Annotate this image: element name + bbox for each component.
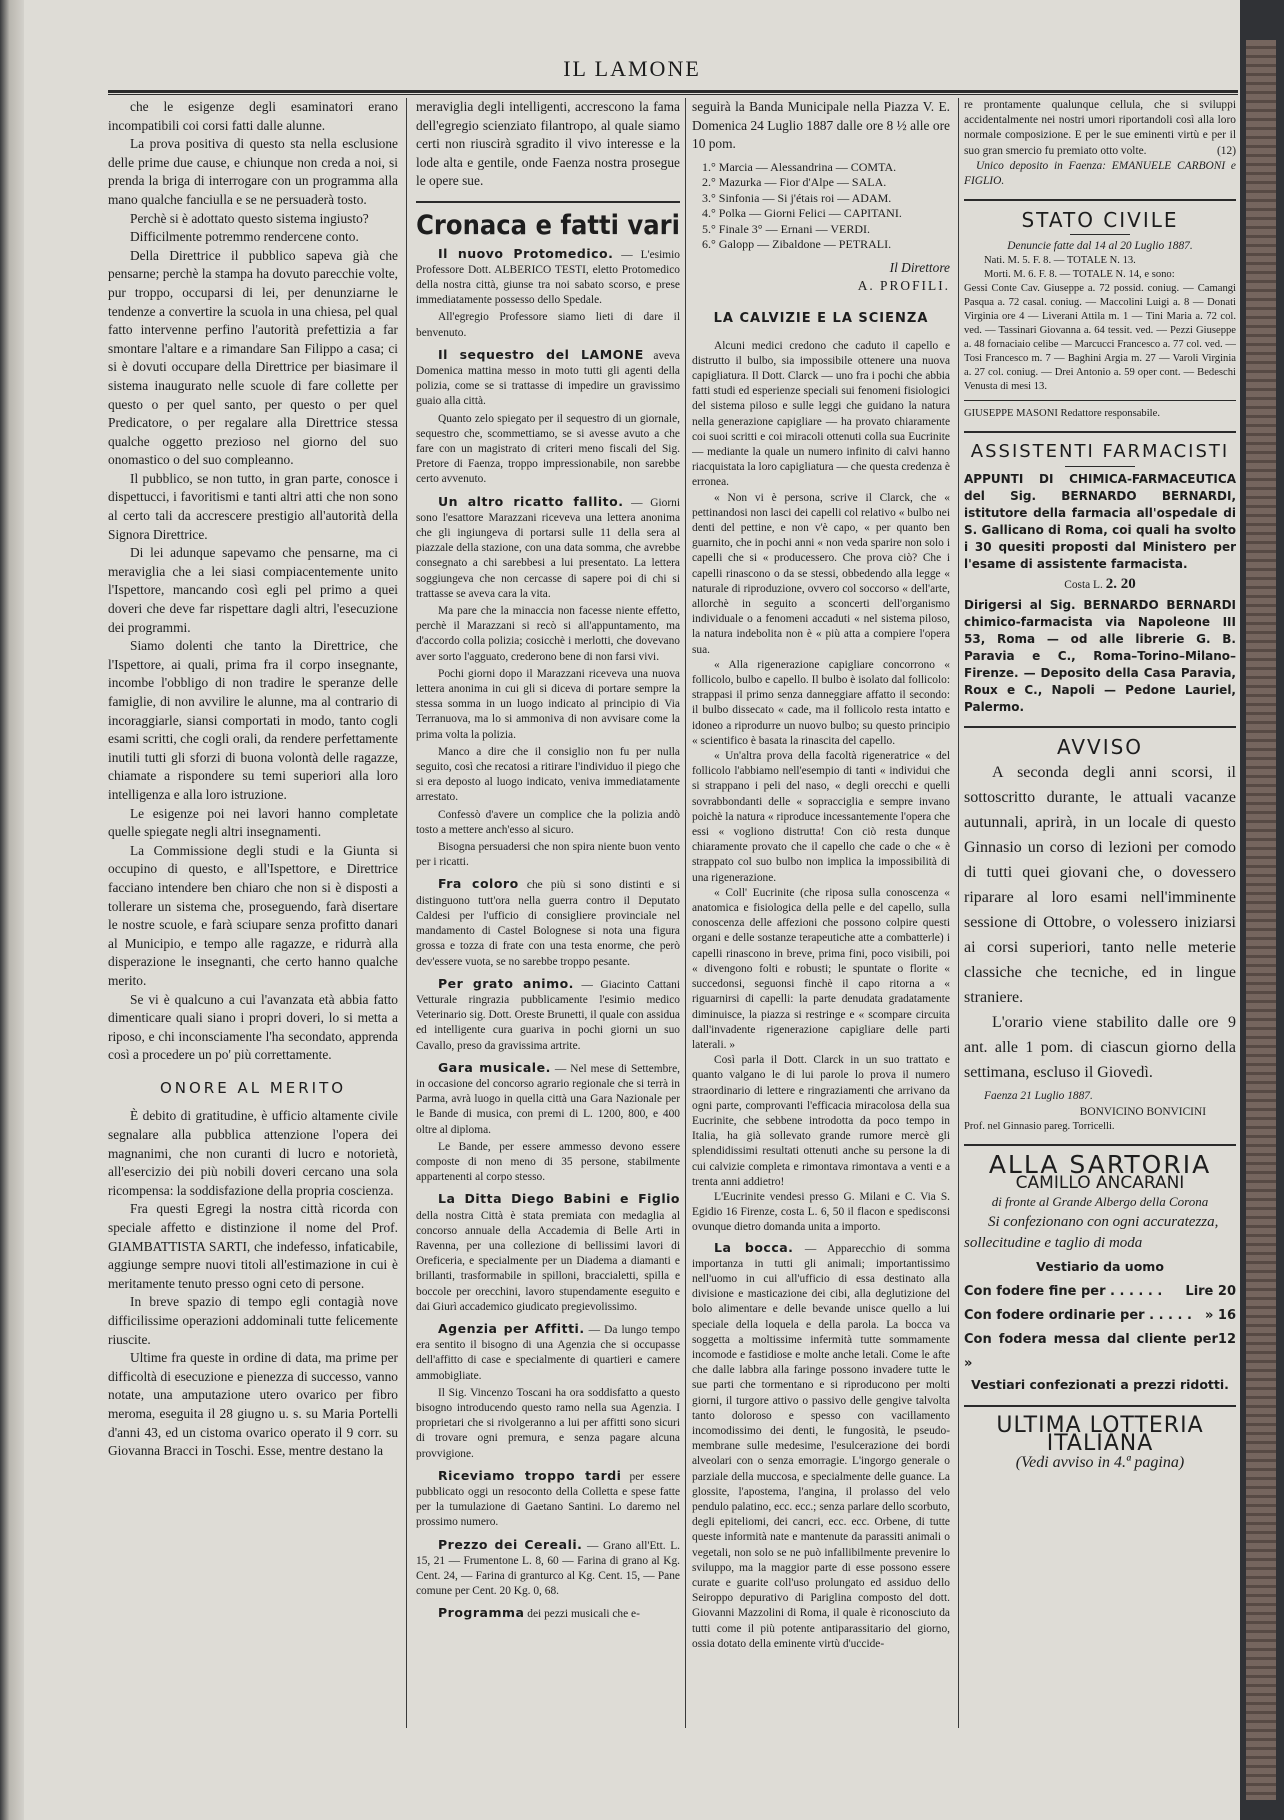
paragraph: Le esigenze poi nei lavori hanno completate quelle spiegate negli altri insegnamenti. xyxy=(108,805,398,840)
cronaca-item xyxy=(416,806,680,838)
rule xyxy=(964,199,1236,201)
cronaca-item-heading: Agenzia per Affitti. xyxy=(438,1320,585,1336)
cronaca-item-heading: Per grato animo. xyxy=(438,975,574,991)
costa-line xyxy=(964,577,1236,593)
bocca-paragraph xyxy=(692,1240,950,1652)
cronaca-item-text: Le Bande, per essere ammesso devono essere composte di non meno di 35 persone, stabilmente appartenenti al corpo stesso. xyxy=(416,1140,680,1184)
paragraph: Perchè si è adottato questo sistema ingiusto? xyxy=(130,210,369,226)
short-rule xyxy=(1070,234,1130,235)
sartoria-name: CAMILLO ANCARANI xyxy=(1015,1173,1185,1194)
bocca-text: — Apparecchio di somma importanza in tutti gli animali; importantissimo nell'uomo in cui all'ufficio di essa destinato alla divisione e masticazione dei cibi, alla deglutizione del bolo alimentare e delle bevande unisce quello a lui speciale della loquela e della parola. La bocca va soggetta a moltissime infermità tutte sommamente incomode e fastidiose e molte anche letali. Come le afte che dalle labbra alla faringe possono invadere tutte le sue parti che tormentano e si riproducono per molti giorni, il turgore attivo o passivo delle gengive talvolta tanto doloroso e spesso con vacillamento incomodissimo dei denti, le fungosità, le pseudo-membrane sulle medesime, l'esulcerazione dei bordi alveolari con o senza emorragie. L'ingorgo generale o parziale della muccosa, e specialmente delle guance. La glossite, l'apostema, l'angina, il prolasso del velo pendulo palatino, ecc. ecc.; senza parlare dello scorbuto, degli epiteliomi, dei cancri, ecc. ecc. Orbene, di tutte queste informità nate e mantenute da parassiti animali o vegetali, non solo se ne può infallibilmente prevenire lo sviluppo, ma la maggior parte di esse possono essere curate e guarite coll'uso prolungato ed assiduo dello Seiroppo depurativo di Pariglina composto del dott. Giovanni Mazzolini di Roma, il quale è riconosciuto da tutti come il più potente antiparassitario del giorno, ossia dotato della eminente virtù d'uccide- xyxy=(692,1242,950,1650)
cronaca-item xyxy=(416,347,680,410)
cronaca-item-text: — Da lungo tempo era sentito il bisogno di una Agenzia che si occupasse dell'affitto di case e specialmente di quartieri e camere ammobigliate. xyxy=(416,1323,680,1382)
cronaca-item-text: dei pezzi musicali che e- xyxy=(524,1608,640,1621)
cronaca-item-heading: Riceviamo troppo tardi xyxy=(438,1467,622,1483)
cronaca-item xyxy=(416,876,680,969)
cronaca-item xyxy=(416,1468,680,1531)
rule xyxy=(964,726,1236,728)
cronaca-item xyxy=(416,410,680,488)
paragraph: In breve spazio di tempo egli contagià nove difficilissime operazioni addominali tutte felicemente riuscite. xyxy=(108,1294,398,1347)
paragraph: È debito di gratitudine, è ufficio altamente civile segnalare alla pubblica attenzione l'opera dei magnanimi, che non curanti di lucro e notorietà, all'esercizio dei più nobili doveri cercano una sola ricompensa: la soddisfazione della propria coscienza. xyxy=(108,1108,398,1198)
cronaca-item-heading: Un altro ricatto fallito. xyxy=(438,493,624,509)
paragraph: Della Direttrice il pubblico sapeva già che pensarne; perchè la stampa ha dovuto parecchie volte, pur troppo, occuparsi di lei, per denunziarne le tendenze a convertire la scuola in una chiesa, pel qual fatto intervenne perfino l'autorità prefettizia a far smontare l'altare e a rimandare San Filippo a casa; ci si è dovuti occupare della Direttrice per biasimare il sistema inaugurato nelle scuole di fare collette per questo o per quel santo, per questo o per quel Predicatore, o per regalare alla Direttrice stessa qualche oggetto prezioso nel giorno del suo onomastico o del suo compleanno. xyxy=(108,247,398,468)
cronaca-item-heading: Programma xyxy=(438,1605,525,1621)
paragraph: « Non vi è persona, scrive il Clarck, che « pettinandosi non lasci dei capelli col relativo « bulbo nei denti del pettine, e non v'è capo, « per quanto ben guarnito, che in pochi anni « non veda sparire non solo i capelli che si « producessero. Che prova ciò? Che i capelli rinascono o da se stessi, obbedendo alla legge « naturale di riproduzione, ovvero col soccorso « dell'arte, allorchè in seguito a sconcerti dell'organismo individuale o a fenomeni accaduti « nel sistema piloso, la natura indebolita non è « più atta a compiere l'opera sua. xyxy=(692,491,950,656)
paragraph: Fra questi Egregi la nostra città ricorda con speciale affetto e distinzione il nome del Prof. GIAMBATTISTA SARTI, che indefesso, infaticabile, aggiunge sempre nuovi titoli all'estimazione in cui è meritamente tenuto presso ogni ceto di persone. xyxy=(108,1201,398,1291)
price-label: Con fodere fine per . . . . . . xyxy=(964,1284,1163,1300)
cronaca-item-text: All'egregio Professore siamo lieti di dare il benvenuto. xyxy=(416,311,680,339)
cronaca-item-text: che più si sono distinti e si distinguono tutt'ora nella guerra contro il Deputato Caldesi per l'ufficio di consigliere provinciale nel mandamento di Castel Bolognese si nota una figura grossa e tozza di frate con una testa enorme, che però dev'essere vuota, se no sarebbe troppo pesante. xyxy=(416,879,680,968)
cronaca-item-text: — Nel mese di Settembre, in occasione del concorso agrario regionale che si terrà in Parma, avrà luogo in quella città una Gara Nazionale per le Bande di musica, con premi di L. 1200, 800, e 400 oltre al diploma. xyxy=(416,1062,680,1136)
deposito-line: Unico deposito in Faenza: EMANUELE CARBONI e FIGLIO. xyxy=(964,159,1236,188)
cronaca-item-text: Manco a dire che il consiglio non fu per nulla seguito, così che recatosi a ritirare l'individuo il piego che si era deposto al luogo indicato, veniva immediatamente arrestato. xyxy=(416,745,680,804)
header-rule xyxy=(108,90,1238,93)
cronaca-item xyxy=(416,1384,680,1462)
costa-value: 2. 20 xyxy=(1105,575,1136,592)
program-item: 5.° Finale 3° — Ernani — VERDI. xyxy=(702,221,871,236)
short-rule xyxy=(1065,466,1135,467)
paragraph: Così parla il Dott. Clarck in un suo trattato e quanto valgano le di lui parole lo prova il numero straordinario di lettere e ringraziamenti che arrivano da ogni parte, comprovanti l'efficacia miracolosa della sua Eucrinite, che sebbene introdotta da poco tempo in Italia, ha già sollevato grande rumore mercè gli splendidissimi resultati ottenuti anche su persone la di cui calvizie completa e rimontava rimontava a venti e a trenta anni addietro! xyxy=(692,1054,950,1188)
cronaca-item-text: Pochi giorni dopo il Marazzani riceveva una nuova lettera anonima in cui gli si diceva di portare sempre la stessa somma in un luogo indicato al principio di Via Terranuova, ma lo si ammoniva di non avvisare come la prima volta la polizia. xyxy=(416,667,680,741)
cronaca-item-heading: Gara musicale. xyxy=(438,1059,551,1075)
onore-heading: ONORE AL MERITO xyxy=(159,1078,347,1097)
cronaca-item xyxy=(416,494,680,602)
cronaca-item-text: Bisogna persuadersi che non spira niente buon vento per i ricatti. xyxy=(416,841,680,869)
price-row xyxy=(964,1304,1236,1328)
col4-top-text: re prontamente qualunque cellula, che si sviluppi accidentalmente nei nostri umori riportandoli così alla loro normale composizione. E per le sue eminenti virtù e per il suo gran smercio fu premiato otto volte. xyxy=(964,99,1236,157)
rule xyxy=(964,400,1236,401)
cronaca-item xyxy=(416,246,680,309)
column-separator xyxy=(406,98,407,1728)
program-item: 1.° Marcia — Alessandrina — COMTA. xyxy=(702,159,897,174)
cronaca-item-text: per essere pubblicato oggi un resoconto della Colletta e spese fatte per la tumulazione di Gaetano Santini. Lo daremo nel prossimo numero. xyxy=(416,1470,680,1529)
cronaca-item xyxy=(416,308,680,340)
avviso-paragraphs xyxy=(964,760,1236,1085)
director-label: Il Direttore xyxy=(889,259,950,275)
lotteria-sub: (Vedi avviso in 4.ª pagina) xyxy=(1015,1453,1185,1471)
cronaca-item-text: Quanto zelo spiegato per il sequestro di un giornale, sequestro che, scommettiamo, se si avesse avuto a che fare con un magistrato di criteri meno fiscali del Sig. Pretore di Faenza, troppo impressionabile, non sarebbe certo avvenuto. xyxy=(416,412,680,486)
column-3 xyxy=(692,98,950,1728)
onore-paragraphs xyxy=(108,1107,398,1460)
cronaca-item-text: — Grano all'Ett. L. 15, 21 — Frumentone L. 8, 60 — Farina di grano al Kg. Cent. 24, — Farina di granturco al Kg. Cent. 15, — Pane comune per Cent. 20 Kg. 0, 68. xyxy=(416,1539,680,1598)
paragraph: Il pubblico, se non tutto, in gran parte, conosce i dispettucci, i favoritismi e tanti altri atti che non sono al certo tali da accrescere prestigio all'autorità della Signora Direttrice. xyxy=(108,470,398,542)
column-separator xyxy=(958,98,959,1728)
cronaca-item xyxy=(416,1191,680,1315)
cronaca-item xyxy=(416,743,680,806)
avviso-heading: AVVISO xyxy=(1056,734,1144,759)
paragraph: La Commissione degli studi e la Giunta si occupino di questo, e all'Ispettore, e Direttrice facciano intendere ben chiaro che non si è disposti a tollerare un sistema che, proseguendo, farà disertare le nostre scuole, e farà sciupare senza profitto danari al Municipio, e tempo alle ragazze, e ridurrà alla disperazione le insegnanti, che certo hanno qualche merito. xyxy=(108,842,398,988)
program-item: 6.° Galopp — Zibaldone — PETRALI. xyxy=(702,237,892,252)
director-name: A. PROFILI. xyxy=(857,278,950,294)
cronaca-item-text: — L'esimio Professore Dott. ALBERICO TESTI, eletto Protomedico della nostra città, giunse tra noi sabato scorso, e prese immediatamente possesso dello Spedale. xyxy=(416,248,680,307)
cronaca-item xyxy=(416,1605,680,1622)
col4-top-num: (12) xyxy=(1217,144,1236,157)
price-label: Con fodera messa dal cliente per » xyxy=(964,1332,1218,1372)
paragraph: Alcuni medici credono che caduto il capello e distrutto il bulbo, sia impossibile ottenere una nuova capigliatura. Il Dott. Clarck — uno fra i pochi che abbia fatti studi ed esperienze speciali sui fenomeni fisiologici del sistema piloso e sulle leggi che guidano la natura nella generazione capigliare — ha provato chiaramente coi suoi scritti e coi miracoli ottenuti colla sua Eucrinite — mediante la quale un numero infinito di calvi hanno riacquistata la loro capigliatura — che questa credenza è erronea. xyxy=(692,339,950,489)
cronaca-item-heading: Il sequestro del LAMONE xyxy=(438,346,644,362)
paragraph: Ultime fra queste in ordine di data, ma prime per difficoltà di esecuzione e pienezza di successo, vanno notate, una amputazione utero ovarico per fibro meroma, eseguita il 28 giugno u. s. su Maria Portelli d'anni 43, ed un cistoma ovarico operato il 9 corr. su Giovanna Bracci in Toschi. Esse, mentre destano la xyxy=(108,1350,398,1459)
vestiario-heading: Vestiario da uomo xyxy=(1036,1258,1164,1274)
bocca-heading: La bocca. xyxy=(714,1239,794,1255)
cronaca-item xyxy=(416,1321,680,1384)
program-item: 4.° Polka — Giorni Felici — CAPITANI. xyxy=(702,206,902,221)
paragraph: L'orario viene stabilito dalle ore 9 ant. alle 1 pom. di ciascun giorno della settimana, escluso il Giovedì. xyxy=(964,1014,1236,1082)
cronaca-item-heading: Fra coloro xyxy=(438,876,519,892)
cronaca-item xyxy=(416,1138,680,1186)
cronaca-item xyxy=(416,602,680,665)
paragraph: Se vi è qualcuno a cui l'avanzata età abbia fatto dimenticare quali siano i propri doveri, lo si metta a riposo, e chi inconsciamente l'ha secondato, apprenda così a procedere un po' più correttamente. xyxy=(108,991,398,1063)
paragraph: Di lei adunque sapevamo che pensarne, ma ci meraviglia che a lei siasi compiacentemente unito l'Ispettore, mancando così egli pel primo a quei doveri che deve far rispettare dagli altri, l'esecuzione dei programmi. xyxy=(108,545,398,635)
column-2 xyxy=(416,98,680,1728)
program-item: 2.° Mazurka — Fior d'Alpe — SALA. xyxy=(702,175,887,190)
sartoria-text: Si confezionano con ogni accuratezza, sollecitudine e taglio di moda xyxy=(964,1213,1219,1251)
col4-top xyxy=(964,98,1236,159)
rule xyxy=(964,1405,1236,1407)
paragraph: « Coll' Eucrinite (che riposa sulla conoscenza « anatomica e fisiologica della pelle e del capello, sulla conoscenza delle affezioni che possono colpire questi organi e delle sostanze terapeutiche atte a combatterle) i capelli rinascono in breve, prima fini, poco visibili, poi « divengono folti e robusti; le spuntate o florite « succedonsi, seguonsi finchè il capo ritorna a « riguarnirsi di capelli: la parte denudata gradatamente diminuisce, la piazza si restringe e « scompare circuita dall'invadente rigenerazione capigliare delle parti laterali. » xyxy=(692,886,950,1051)
morti-line: Morti. M. 6. F. 8. — TOTALE N. 14, e sono: xyxy=(984,269,1175,281)
cronaca-item-text: — Giacinto Cattani Vetturale ringrazia pubblicamente l'esimio medico Veterinario sig. Dott. Oreste Brunetti, il quale con assidua ed intelligente cura guariva in pochi giorni un suo Cavallo, preso da gravissima artrite. xyxy=(416,978,680,1052)
header-rule-thin xyxy=(108,94,1238,95)
column-1-paragraphs xyxy=(108,98,398,1065)
cronaca-item-text: Il Sig. Vincenzo Toscani ha ora soddisfatto a questo bisogno introducendo questo ramo nella sua Agenzia. I proprietari che si rivolgeranno a lui per affitti sono sicuri di trovare ogni premura, e senza pagare alcuna provvigione. xyxy=(416,1386,680,1460)
calvizie-heading: LA CALVIZIE E LA SCIENZA xyxy=(713,310,929,326)
left-page-edge xyxy=(0,0,24,1820)
vestiario-footer: Vestiari confezionati a prezzi ridotti. xyxy=(971,1377,1229,1393)
cronaca-item xyxy=(416,838,680,870)
column-separator xyxy=(685,98,686,1728)
cronaca-item-text: — Giorni sono l'esattore Marazzani riceveva una lettera anonima che gli ingiungeva di portarsi sulle 11 della sera al piazzale della stazione, con una data somma, che avrebbe consegnato a chi sarebbesi a lui presentato. La lettera soggiungeva che non cercasse di sapere poi di chi si trattasse se aveva cara la vita. xyxy=(416,496,680,600)
calvizie-paragraphs xyxy=(692,339,950,1236)
cronaca-item xyxy=(416,1060,680,1138)
column-1 xyxy=(108,98,398,1728)
farmacisti-heading: ASSISTENTI FARMACISTI xyxy=(970,441,1230,463)
price-value: » 16 xyxy=(1204,1308,1236,1324)
cronaca-items xyxy=(416,246,680,1623)
sartoria-heading: ALLA SARTORIA xyxy=(988,1149,1212,1179)
sartoria-location: di fronte al Grande Albergo della Corona xyxy=(991,1194,1209,1209)
cronaca-item-text: Confessò d'avere un complice che la polizia andò tosto a mettere anch'esso al sicuro. xyxy=(416,808,680,836)
paragraph: A seconda degli anni scorsi, il sottoscritto durante, le attuali vacanze autunnali, aprirà, in un locale di questo Ginnasio un corso di lezioni per comodo di tutti quei giovani che, o dovessero riparare al loro esami nell'imminente sessione di Ottobre, o volessero iniziarsi ai corsi superiori, tanto nelle meterie classiche che tecniche, ed in lingue straniere. xyxy=(964,764,1236,1007)
rule xyxy=(964,1144,1236,1146)
column-2-intro: meraviglia degli intelligenti, accrescono la fama dell'egregio scienziato filantropo, al quale siamo certi non riuscirà sgradito il vivo interesse e la lode alta e gentile, onde Faenza nostra prosegue le opere sue. xyxy=(416,99,680,189)
music-program xyxy=(702,160,950,253)
cronaca-item-text: aveva Domenica mattina messo in moto tutti gli agenti della polizia, come se si trattasse di impedire un gravissimo guaio alla città. xyxy=(416,349,680,408)
cronaca-item xyxy=(416,665,680,743)
cronaca-item-text: della nostra Città è stata premiata con medaglia al concorso annuale della Accademia di Belle Arti in Ravenna, per una collezione di bellissimi lavori di Oreficeria, e specialmente per un Diadema a diamanti e brillanti, trasformabile in spilloni, braccialetti, spilla e boccole per orecchini, lavoro stupendamente eseguito e dai Giurì accademico giudicato pregievolissimo. xyxy=(416,1209,680,1313)
avviso-date: Faenza 21 Luglio 1887. xyxy=(984,1090,1093,1103)
farmacisti-text: APPUNTI DI CHIMICA-FARMACEUTICA del Sig. BERNARDO BERNARDI, istitutore della farmacia all'ospedale di S. Gallicano di Roma, coi quali ha svolto i 30 quesiti proposti dal Ministero per l'esame di assistente farmacista. xyxy=(964,471,1236,571)
program-intro: seguirà la Banda Municipale nella Piazza V. E. Domenica 24 Luglio 1887 dalle ore 8 ½ alle ore 10 pom. xyxy=(692,99,950,152)
morti-list: Gessi Conte Cav. Giuseppe a. 72 possid. coniug. — Camangi Pasqua a. 72 casal. coniug. — Maccolini Luigi a. 8 — Donati Virginia ore 4 — Liverani Attila m. 1 — Tini Maria a. 72 col. ved. — Tassinari Giovanna a. 64 tessit. ved. — Pezzi Giuseppe a. 48 fornaciaio celibe — Marcucci Francesco a. 77 col. ved. — Tosi Francesco m. 7 — Baghini Argia m. 27 — Varoli Virginia a. 27 col. coniug. — Drei Antonio a. 59 oper cont. — Bedeschi Venusta di mesi 13. xyxy=(964,283,1236,393)
cronaca-item-heading: Il nuovo Protomedico. xyxy=(438,245,614,261)
column-4 xyxy=(964,98,1236,1728)
price-value: Lire 20 xyxy=(1185,1284,1236,1300)
avviso-signature: BONVICINO BONVICINI xyxy=(1079,1105,1206,1118)
newspaper-page xyxy=(24,0,1240,1820)
lotteria-heading: ULTIMA LOTTERIA ITALIANA xyxy=(996,1412,1204,1457)
cronaca-rule xyxy=(416,201,680,203)
price-label: Con fodere ordinarie per . . . . . xyxy=(964,1308,1192,1324)
binding-strip xyxy=(1246,40,1276,1800)
redattore-line: GIUSEPPE MASONI Redattore responsabile. xyxy=(964,408,1160,420)
rule xyxy=(964,431,1236,433)
paragraph: « Un'altra prova della facoltà rigeneratrice « del follicolo l'abbiamo nell'esempio di tanti « individui che si strappano i peli del naso, « degli orecchi e quelli sovrabbondanti delle « sopracciglia e sempre invano poichè la natura « riproduce incessantemente l'opera che essi « vogliono distrutta! Con ciò resta dunque chiaramente provato che il capello che cade o che « è strappato col suo bulbo non implica la impossibilità di una rigenerazione. xyxy=(692,750,950,884)
paragraph: Siamo dolenti che tanto la Direttrice, che l'Ispettore, ai quali, prima fra il corpo insegnante, incombe l'obbligo di non tradire le speranze delle famiglie, di non avvilire le alunne, ma al contrario di incoraggiarle, siansi comportati in modo, tanto cogli esami scritti, che cogli orali, da rendere perfettamente inutili tutti gli sforzi di buona volontà delle ragazze, chiamate a rispondere su temi superiori alla loro intelligenza e alla loro istruzione. xyxy=(108,638,398,802)
paragraph: La prova positiva di questo sta nella esclusione delle prime due cause, e chiunque non creda a noi, si prenda la briga di interrogare con un programma alla mano qualche fanciulla e se ne persuaderà tosto. xyxy=(108,136,398,207)
cronaca-item-text: Ma pare che la minaccia non facesse niente effetto, perchè il Marazzani si recò si all'appuntamento, ma d'accordo colla polizia; cosicchè i merlotti, che dovevano aver sorto l'agguato, crederono bene di non farsi vivi. xyxy=(416,605,680,663)
cronaca-heading: Cronaca e fatti vari xyxy=(416,209,680,241)
paragraph: che le esigenze degli esaminatori erano incompatibili coi corsi fatti dalle alunne. xyxy=(108,99,398,133)
price-row xyxy=(964,1280,1236,1304)
stato-civile-heading: STATO CIVILE xyxy=(1021,208,1179,233)
paragraph: L'Eucrinite vendesi presso G. Milani e C. Via S. Egidio 16 Firenze, costa L. 6, 50 il flacon e spedisconsi ovunque dietro domanda unita a importo. xyxy=(692,1190,950,1234)
cronaca-item-heading: Prezzo dei Cereali. xyxy=(438,1536,583,1552)
avviso-prof: Prof. nel Ginnasio pareg. Torricelli. xyxy=(964,1120,1115,1132)
newspaper-title: IL LAMONE xyxy=(563,56,701,81)
price-value: 12 xyxy=(1217,1332,1236,1348)
price-row xyxy=(964,1328,1236,1376)
farmacisti-text-2: Dirigersi al Sig. BERNARDO BERNARDI chimico-farmacista via Napoleone III 53, Roma — od alle librerie G. B. Paravia e C., Roma–Torino–Milano–Firenze. — Deposito della Casa Paravia, Roux e C., Napoli — Pedone Lauriel, Palermo. xyxy=(964,597,1236,714)
costa-label: Costa L. xyxy=(1064,578,1103,591)
stato-sub: Denuncie fatte dal 14 al 20 Luglio 1887. xyxy=(1007,239,1193,252)
cronaca-item xyxy=(416,1537,680,1600)
paragraph: « Alla rigenerazione capigliare concorrono « follicolo, bulbo e capello. Il bulbo è isolato dal follicolo: strappasi il primo senza danneggiare affatto il secondo: il bulbo dissecato « cade, ma il follicolo resta intatto e idoneo a riprodurre un nuovo bulbo; su questo principio « scientifico è basata la rinascita del capello. xyxy=(692,658,950,747)
cronaca-item xyxy=(416,976,680,1054)
nati-line: Nati. M. 5. F. 8. — TOTALE N. 13. xyxy=(984,255,1136,267)
paragraph: Difficilmente potremmo rendercene conto. xyxy=(130,229,359,245)
program-item: 3.° Sinfonia — Si j'étais roi — ADAM. xyxy=(702,190,892,205)
price-list xyxy=(964,1280,1236,1376)
cronaca-item-heading: La Ditta Diego Babini e Figlio xyxy=(438,1191,680,1207)
